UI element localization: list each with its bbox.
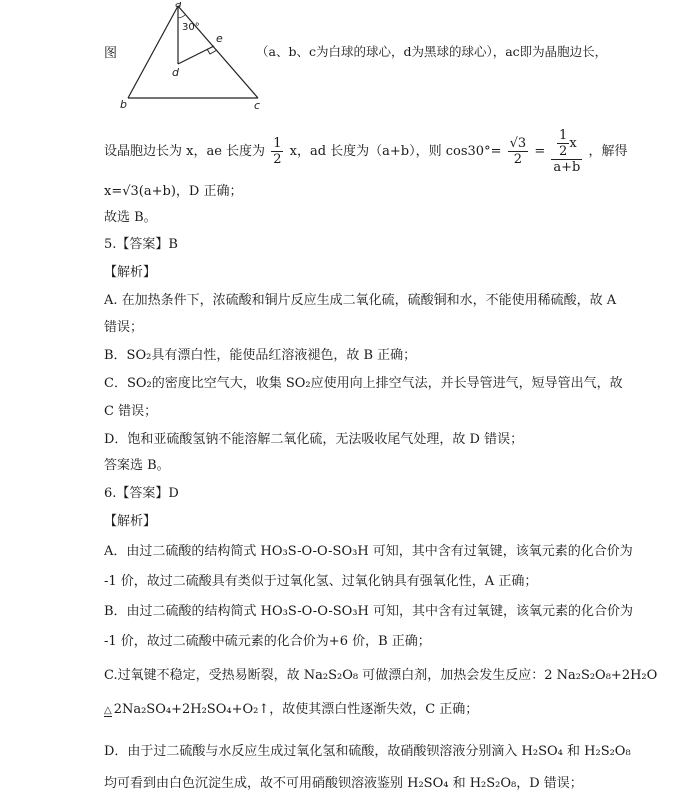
q6-option-a-line1: A．由过二硫酸的结构简式 HO₃S-O-O-SO₃H 可知，其中含有过氧键，该氧元素的化合价为 — [104, 544, 633, 559]
q5-conclusion: 答案选 B。 — [104, 458, 170, 473]
frac-compound: $\frac{1}{2}$ x a+b — [553, 128, 581, 175]
q5-option-d: D．饱和亚硫酸氢钠不能溶解二氧化硫，无法吸收尾气处理，故 D 错误； — [104, 432, 524, 447]
q6-option-a-line2: -1 价，故过二硫酸具有类似于过氧化氢、过氧化钠具有强氧化性，A 正确； — [104, 574, 538, 589]
heating-sign: △ — [104, 705, 112, 716]
q5-analysis-title: 【解析】 — [104, 265, 157, 280]
segment-de — [178, 46, 214, 64]
q4-conclusion: 故选 B。 — [104, 210, 157, 225]
q6-option-c-line1: C.过氧键不稳定，受热易断裂，故 Na₂S₂O₈ 可做漂白剂，加热会发生反应：2 Na₂S₂O₈+2H₂O — [104, 668, 658, 683]
q6-option-c-line2: △ 2Na₂SO₄+2H₂SO₄+O₂↑，故使其漂白性逐渐失效，C 正确； — [104, 702, 479, 717]
q4-result: x=√3(a+b)，D 正确； — [104, 184, 243, 199]
q5-answer: 5.【答案】B — [104, 237, 178, 252]
q4-setup-line — [104, 128, 627, 175]
q5-option-a-line1: A. 在加热条件下，浓硫酸和铜片反应生成二氧化硫，硫酸铜和水，不能使用稀硫酸，故 A — [104, 293, 617, 308]
angle-arc — [178, 15, 185, 18]
point-b: b — [120, 98, 127, 111]
q6-analysis-title: 【解析】 — [104, 514, 157, 529]
point-c: c — [254, 99, 261, 112]
q5-option-b: B．SO₂具有漂白性，能使品红溶液褪色，故 B 正确； — [104, 348, 417, 363]
q5-option-c-line2: C 错误； — [104, 404, 158, 419]
angle-label: 30° — [182, 22, 200, 33]
point-a: a — [175, 2, 182, 10]
q4-setup-suffix: ，解得 — [588, 144, 628, 159]
point-e: e — [216, 32, 223, 45]
q6-option-d-line2: 均可看到由白色沉淀生成，故不可用硝酸钡溶液鉴别 H₂SO₄ 和 H₂S₂O₈，D 错误； — [104, 776, 583, 791]
q6-option-b-line2: -1 价，故过二硫酸中硫元素的化合价为+6 价，B 正确； — [104, 634, 431, 649]
q6-option-b-line1: B．由过二硫酸的结构简式 HO₃S-O-O-SO₃H 可知，其中含有过氧键，该氧元素的化合价为 — [104, 604, 633, 619]
q5-option-c-line1: C．SO₂的密度比空气大，收集 SO₂应使用向上排空气法，并长导管进气，短导管出气，故 — [104, 376, 623, 391]
q6-answer: 6.【答案】D — [104, 486, 179, 501]
equals-sign: = — [534, 144, 546, 159]
q4-setup-mid: x，ad 长度为（a+b），则 cos30°= — [289, 144, 502, 159]
triangle-diagram — [116, 2, 276, 112]
q4-setup-prefix: 设晶胞边长为 x，ae 长度为 — [104, 144, 266, 159]
q5-option-a-line2: 错误； — [104, 320, 144, 335]
figure-caption: （a、b、c为白球的球心，d为黑球的球心），ac即为晶胞边长， — [256, 44, 608, 59]
frac-half: $\frac{1}{2}$ — [273, 136, 282, 167]
side-ab — [128, 6, 178, 98]
q6-option-d-line1: D．由于过二硫酸与水反应生成过氧化氢和硫酸，故硝酸钡溶液分别滴入 H₂SO₄ 和 H₂S₂O₈ — [104, 744, 631, 759]
figure-label: 图 — [104, 46, 118, 61]
frac-sqrt3-over-2: $\frac{√3}{2}$ — [509, 136, 527, 167]
point-d: d — [172, 66, 179, 79]
side-ac — [178, 6, 258, 98]
